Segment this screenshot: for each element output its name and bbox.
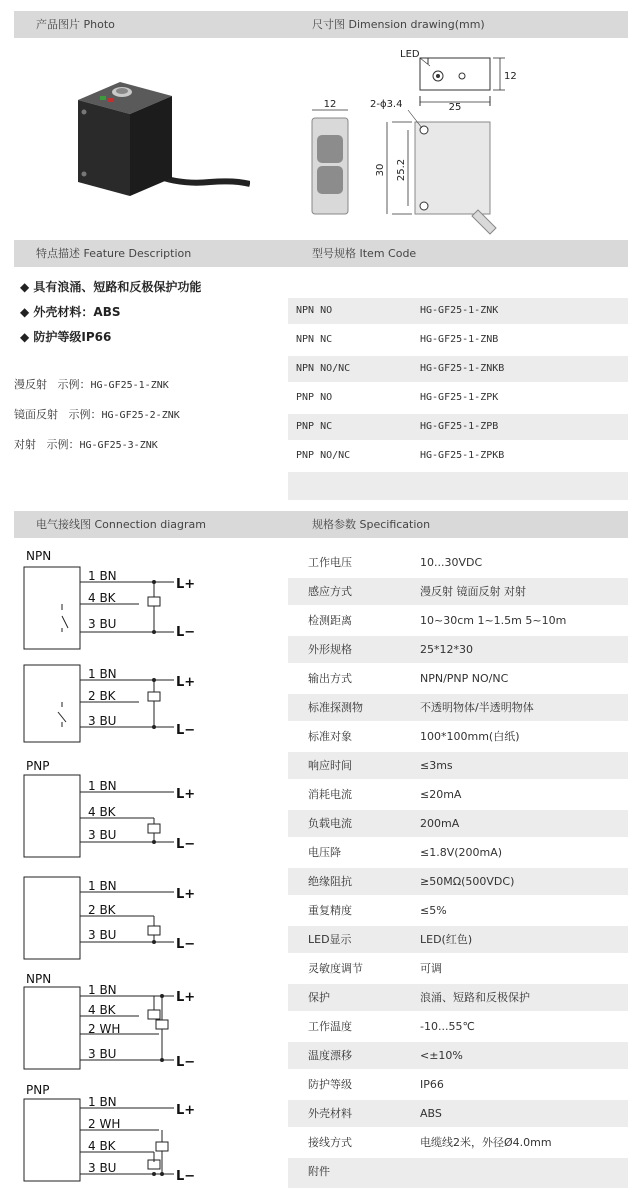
l-minus: L− (176, 937, 196, 952)
wiring-npn-label-2: NPN (26, 972, 52, 986)
spec-row: 工作电压 10...30VDC (308, 556, 483, 569)
wire-bn: 1 BN (88, 1095, 117, 1109)
spec-row: 消耗电流 ≤20mA (308, 788, 462, 801)
spec-row: 附件 (288, 1158, 628, 1188)
wire-bn: 1 BN (88, 667, 117, 681)
l-plus: L+ (176, 887, 196, 902)
spec-row: 标准探测物 不透明物体/半透明物体 (288, 694, 628, 721)
spec-row: 重复精度 ≤5% (308, 904, 447, 917)
item-row: PNP NO HG-GF25-1-ZPK (296, 392, 499, 403)
l-plus: L+ (176, 787, 196, 802)
feature-3: ◆ 防护等级IP66 (20, 330, 112, 344)
dim-30-label: 30 (375, 163, 386, 177)
spec-row: 灵敏度调节 可调 (308, 962, 442, 975)
spec-row: 外形规格 25*12*30 (288, 636, 628, 663)
l-plus: L+ (176, 577, 196, 592)
header-feature-bar (14, 240, 628, 267)
spec-row: 检测距离 10~30cm 1~1.5m 5~10m (308, 614, 567, 627)
spec-row: 接线方式 电缆线2米，外径Ø4.0mm (308, 1136, 552, 1149)
dim-12-top-label: 12 (504, 71, 517, 82)
wire-bn: 1 BN (88, 779, 117, 793)
wire-bu: 3 BU (88, 1161, 117, 1175)
header-dimension: 尺寸图 Dimension drawing(mm) (312, 18, 485, 31)
item-row: PNP NC HG-GF25-1-ZPB (288, 414, 628, 440)
spec-row: 温度漂移 <±10% (288, 1042, 628, 1069)
wiring-npn-label: NPN (26, 549, 52, 563)
spec-row: 响应时间 ≤3ms (288, 752, 628, 779)
product-photo (60, 70, 250, 200)
item-row: PNP NO/NC HG-GF25-1-ZPKB (296, 450, 505, 461)
l-minus: L− (176, 723, 196, 738)
wire-bu: 3 BU (88, 714, 117, 728)
spec-row: 工作温度 -10...55℃ (308, 1020, 475, 1033)
item-row: NPN NO/NC HG-GF25-1-ZNKB (288, 356, 628, 382)
wire-bu: 3 BU (88, 1047, 117, 1061)
connection-diagram (14, 542, 286, 1192)
dim-25-label: 25 (448, 102, 462, 113)
spec-row: 输出方式 NPN/PNP NO/NC (308, 672, 509, 685)
l-minus: L− (176, 1055, 196, 1070)
wire-bk: 4 BK (88, 1139, 116, 1153)
wire-bu: 3 BU (88, 828, 117, 842)
header-connection-bar (14, 511, 628, 538)
wiring-pnp-label: PNP (26, 759, 50, 773)
hole-label: 2-ϕ3.4 (370, 99, 403, 110)
item-row: NPN NO HG-GF25-1-ZNK (288, 298, 628, 324)
spec-row: 绝缘阻抗 ≥50MΩ(500VDC) (288, 868, 628, 895)
l-minus: L− (176, 1169, 196, 1184)
feature-2: ◆ 外壳材料：ABS (20, 305, 121, 319)
spec-row: 保护 浪涌、短路和反极保护 (288, 984, 628, 1011)
spec-row: LED显示 LED(红色) (288, 926, 628, 953)
wiring-pnp-label-2: PNP (26, 1083, 50, 1097)
spec-row: 电压降 ≤1.8V(200mA) (308, 846, 503, 859)
l-plus: L+ (176, 990, 196, 1005)
item-row: NPN NC HG-GF25-1-ZNB (296, 334, 499, 345)
wire-bk: 4 BK (88, 1003, 116, 1017)
spec-row: 感应方式 漫反射 镜面反射 对射 (288, 578, 628, 605)
wire-bu: 3 BU (88, 928, 117, 942)
dim-25-2-label: 25.2 (396, 158, 407, 182)
header-photo-bar (14, 11, 628, 38)
l-minus: L− (176, 625, 196, 640)
l-plus: L+ (176, 1103, 196, 1118)
wire-bk: 2 BK (88, 689, 116, 703)
header-item-code: 型号规格 Item Code (312, 247, 417, 260)
example-through: 对射 示例：HG-GF25-3-ZNK (14, 438, 158, 451)
wire-bk: 2 BK (88, 903, 116, 917)
spec-row: 负载电流 200mA (288, 810, 628, 837)
header-specification: 规格参数 Specification (312, 518, 431, 531)
header-photo: 产品图片 Photo (36, 18, 115, 31)
dim-12-side-label: 12 (323, 99, 337, 110)
spec-row: 防护等级 IP66 (308, 1078, 444, 1091)
wire-bk: 4 BK (88, 591, 116, 605)
spec-row: 外壳材料 ABS (288, 1100, 628, 1127)
example-mirror: 镜面反射 示例：HG-GF25-2-ZNK (14, 408, 180, 421)
item-row-empty (288, 472, 628, 500)
dimension-drawing (300, 40, 628, 235)
wire-wh: 2 WH (88, 1022, 121, 1036)
l-plus: L+ (176, 675, 196, 690)
led-label: LED (400, 49, 420, 60)
wire-wh: 2 WH (88, 1117, 121, 1131)
spec-row: 标准对象 100*100mm(白纸) (308, 730, 520, 743)
l-minus: L− (176, 837, 196, 852)
wire-bk: 4 BK (88, 805, 116, 819)
header-feature: 特点描述 Feature Description (36, 247, 192, 260)
wire-bn: 1 BN (88, 879, 117, 893)
wire-bn: 1 BN (88, 983, 117, 997)
feature-1: ◆ 具有浪涌、短路和反极保护功能 (20, 280, 202, 294)
wire-bn: 1 BN (88, 569, 117, 583)
wire-bu: 3 BU (88, 617, 117, 631)
example-diffuse: 漫反射 示例：HG-GF25-1-ZNK (14, 378, 169, 391)
header-connection: 电气接线图 Connection diagram (36, 518, 206, 531)
